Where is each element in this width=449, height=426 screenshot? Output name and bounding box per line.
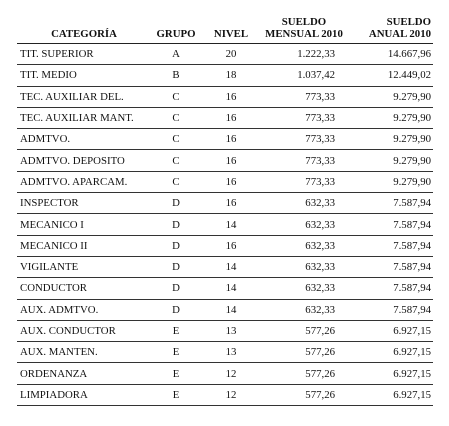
cell-categoria: CONDUCTOR [17, 278, 147, 299]
header-categoria: CATEGORÍA [17, 8, 147, 44]
cell-sueldo-mensual: 632,33 [257, 299, 351, 320]
cell-grupo: C [147, 107, 205, 128]
cell-grupo: E [147, 342, 205, 363]
table-row [17, 86, 433, 107]
cell-categoria: VIGILANTE [17, 256, 147, 277]
cell-categoria: TIT. MEDIO [17, 65, 147, 86]
cell-sueldo-mensual: 632,33 [257, 256, 351, 277]
cell-nivel: 12 [205, 363, 257, 384]
cell-grupo: A [147, 44, 205, 65]
cell-grupo: C [147, 171, 205, 192]
cell-categoria: ADMTVO. APARCAM. [17, 171, 147, 192]
cell-sueldo-mensual: 577,26 [257, 363, 351, 384]
cell-grupo: C [147, 86, 205, 107]
header-sueldo-anual-line-1: SUELDO [386, 16, 431, 28]
cell-grupo: D [147, 299, 205, 320]
cell-sueldo-mensual: 773,33 [257, 107, 351, 128]
cell-nivel: 16 [205, 235, 257, 256]
cell-grupo: B [147, 65, 205, 86]
cell-sueldo-anual: 7.587,94 [351, 256, 433, 277]
table-row [17, 363, 433, 384]
cell-grupo: E [147, 384, 205, 405]
cell-sueldo-anual: 6.927,15 [351, 320, 433, 341]
header-sueldo-mensual-line-2: MENSUAL 2010 [265, 28, 343, 40]
header-sueldo-anual [351, 8, 433, 44]
cell-sueldo-anual: 7.587,94 [351, 278, 433, 299]
cell-sueldo-anual: 6.927,15 [351, 384, 433, 405]
cell-grupo: E [147, 363, 205, 384]
header-row [17, 8, 433, 44]
cell-nivel: 20 [205, 44, 257, 65]
cell-categoria: AUX. ADMTVO. [17, 299, 147, 320]
header-sueldo-anual-line-2: ANUAL 2010 [368, 28, 431, 40]
cell-sueldo-anual: 9.279,90 [351, 107, 433, 128]
cell-categoria: ORDENANZA [17, 363, 147, 384]
cell-sueldo-anual: 7.587,94 [351, 235, 433, 256]
cell-categoria: INSPECTOR [17, 193, 147, 214]
table-row [17, 278, 433, 299]
table-row [17, 129, 433, 150]
header-sueldo-mensual [257, 8, 351, 44]
cell-sueldo-mensual: 632,33 [257, 214, 351, 235]
cell-sueldo-anual: 9.279,90 [351, 150, 433, 171]
cell-nivel: 16 [205, 107, 257, 128]
cell-categoria: ADMTVO. [17, 129, 147, 150]
cell-grupo: D [147, 278, 205, 299]
header-sueldo-mensual-line-1: SUELDO [281, 16, 327, 28]
cell-sueldo-anual: 7.587,94 [351, 214, 433, 235]
table-row [17, 171, 433, 192]
cell-categoria: TEC. AUXILIAR MANT. [17, 107, 147, 128]
cell-nivel: 18 [205, 65, 257, 86]
table-header [17, 8, 433, 44]
cell-nivel: 14 [205, 214, 257, 235]
cell-categoria: AUX. MANTEN. [17, 342, 147, 363]
cell-nivel: 16 [205, 150, 257, 171]
table-row [17, 384, 433, 405]
cell-sueldo-anual: 7.587,94 [351, 299, 433, 320]
cell-nivel: 16 [205, 171, 257, 192]
cell-sueldo-mensual: 577,26 [257, 320, 351, 341]
salary-table [17, 8, 433, 406]
cell-sueldo-anual: 9.279,90 [351, 86, 433, 107]
table-body [17, 44, 433, 406]
cell-sueldo-anual: 9.279,90 [351, 171, 433, 192]
table-row [17, 214, 433, 235]
cell-categoria: MECANICO II [17, 235, 147, 256]
cell-nivel: 14 [205, 256, 257, 277]
cell-sueldo-anual: 12.449,02 [351, 65, 433, 86]
cell-categoria: LIMPIADORA [17, 384, 147, 405]
cell-sueldo-anual: 6.927,15 [351, 342, 433, 363]
cell-nivel: 13 [205, 342, 257, 363]
cell-grupo: C [147, 150, 205, 171]
cell-nivel: 13 [205, 320, 257, 341]
table-row [17, 235, 433, 256]
cell-categoria: AUX. CONDUCTOR [17, 320, 147, 341]
cell-sueldo-mensual: 577,26 [257, 384, 351, 405]
cell-sueldo-mensual: 577,26 [257, 342, 351, 363]
cell-nivel: 16 [205, 193, 257, 214]
cell-nivel: 14 [205, 278, 257, 299]
cell-sueldo-anual: 9.279,90 [351, 129, 433, 150]
cell-sueldo-mensual: 632,33 [257, 235, 351, 256]
table-row [17, 342, 433, 363]
cell-nivel: 12 [205, 384, 257, 405]
table-row [17, 107, 433, 128]
cell-grupo: D [147, 214, 205, 235]
cell-sueldo-anual: 7.587,94 [351, 193, 433, 214]
cell-sueldo-anual: 14.667,96 [351, 44, 433, 65]
header-nivel: NIVEL [205, 8, 257, 44]
cell-categoria: ADMTVO. DEPOSITO [17, 150, 147, 171]
table-row [17, 193, 433, 214]
cell-grupo: D [147, 193, 205, 214]
cell-sueldo-mensual: 773,33 [257, 171, 351, 192]
cell-sueldo-mensual: 773,33 [257, 150, 351, 171]
cell-sueldo-mensual: 773,33 [257, 86, 351, 107]
cell-categoria: MECANICO I [17, 214, 147, 235]
cell-sueldo-mensual: 1.222,33 [257, 44, 351, 65]
cell-nivel: 14 [205, 299, 257, 320]
cell-nivel: 16 [205, 86, 257, 107]
cell-grupo: D [147, 235, 205, 256]
cell-sueldo-anual: 6.927,15 [351, 363, 433, 384]
cell-categoria: TIT. SUPERIOR [17, 44, 147, 65]
cell-nivel: 16 [205, 129, 257, 150]
table-row [17, 65, 433, 86]
cell-grupo: E [147, 320, 205, 341]
cell-grupo: D [147, 256, 205, 277]
table-row [17, 320, 433, 341]
cell-sueldo-mensual: 632,33 [257, 278, 351, 299]
table-row [17, 299, 433, 320]
cell-sueldo-mensual: 773,33 [257, 129, 351, 150]
cell-sueldo-mensual: 632,33 [257, 193, 351, 214]
cell-grupo: C [147, 129, 205, 150]
table-row [17, 44, 433, 65]
cell-categoria: TEC. AUXILIAR DEL. [17, 86, 147, 107]
cell-sueldo-mensual: 1.037,42 [257, 65, 351, 86]
table-row [17, 150, 433, 171]
table-row [17, 256, 433, 277]
header-grupo: GRUPO [147, 8, 205, 44]
